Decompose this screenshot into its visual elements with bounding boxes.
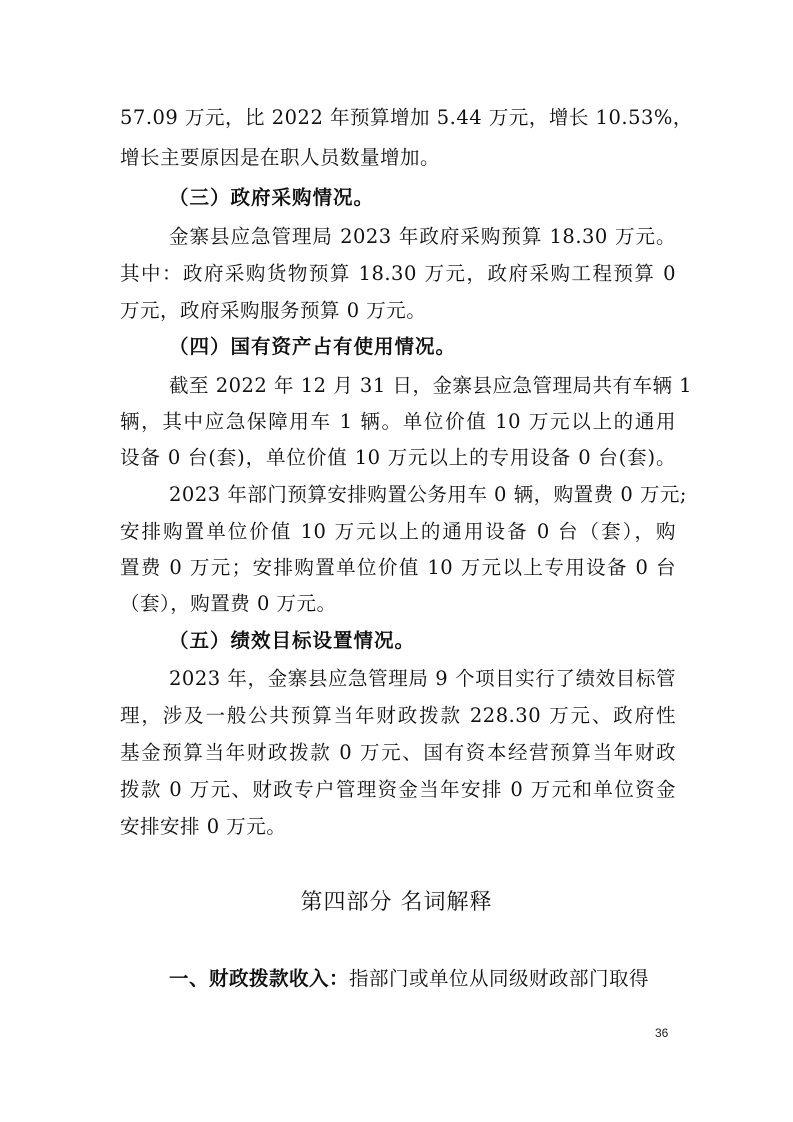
performance-text-line-5: 安排安排 0 万元。	[120, 815, 287, 838]
page-number: 36	[655, 1026, 669, 1040]
performance-text-line-2: 理，涉及一般公共预算当年财政拨款 228.30 万元、政府性	[120, 704, 676, 727]
performance-text-line-1: 2023 年，金寨县应急管理局 9 个项目实行了绩效目标管	[169, 667, 676, 690]
section-heading-procurement: （三）政府采购情况。	[169, 186, 375, 209]
assets-text-line-5: 安排购置单位价值 10 万元以上的通用设备 0 台（套），购	[120, 520, 676, 543]
procurement-text-line-3: 万元，政府采购服务预算 0 万元。	[120, 299, 427, 322]
assets-text-line-1: 截至 2022 年 12 月 31 日，金寨县应急管理局共有车辆 1	[169, 374, 693, 397]
assets-text-line-6: 置费 0 万元；安排购置单位价值 10 万元以上专用设备 0 台	[120, 556, 676, 579]
term-definition-line	[169, 965, 676, 993]
assets-text-line-4: 2023 年部门预算安排购置公务用车 0 辆，购置费 0 万元;	[169, 483, 688, 506]
assets-text-line-2: 辆，其中应急保障用车 1 辆。单位价值 10 万元以上的通用	[120, 410, 676, 433]
assets-text-line-7: （套），购置费 0 万元。	[120, 592, 337, 615]
performance-text-line-4: 拨款 0 万元、财政专户管理资金当年安排 0 万元和单位资金	[120, 778, 676, 801]
section-heading-assets: （四）国有资产占有使用情况。	[169, 335, 457, 358]
procurement-text-line-1: 金寨县应急管理局 2023 年政府采购预算 18.30 万元。	[169, 225, 676, 248]
section-heading-performance: （五）绩效目标设置情况。	[169, 629, 416, 652]
part-title: 第四部分 名词解释	[300, 890, 493, 915]
performance-text-line-3: 基金预算当年财政拨款 0 万元、国有资本经营预算当年财政	[120, 741, 676, 764]
term-label: 一、财政拨款收入：	[169, 967, 350, 990]
budget-text-line-2: 增长主要原因是在职人员数量增加。	[120, 146, 441, 169]
term-text: 指部门或单位从同级财政部门取得	[349, 967, 650, 990]
procurement-text-line-2: 其中：政府采购货物预算 18.30 万元，政府采购工程预算 0	[120, 262, 676, 285]
budget-text-line-1: 57.09 万元，比 2022 年预算增加 5.44 万元，增长 10.53%，	[120, 106, 693, 129]
assets-text-line-3: 设备 0 台(套)，单位价值 10 万元以上的专用设备 0 台(套)。	[120, 446, 676, 469]
